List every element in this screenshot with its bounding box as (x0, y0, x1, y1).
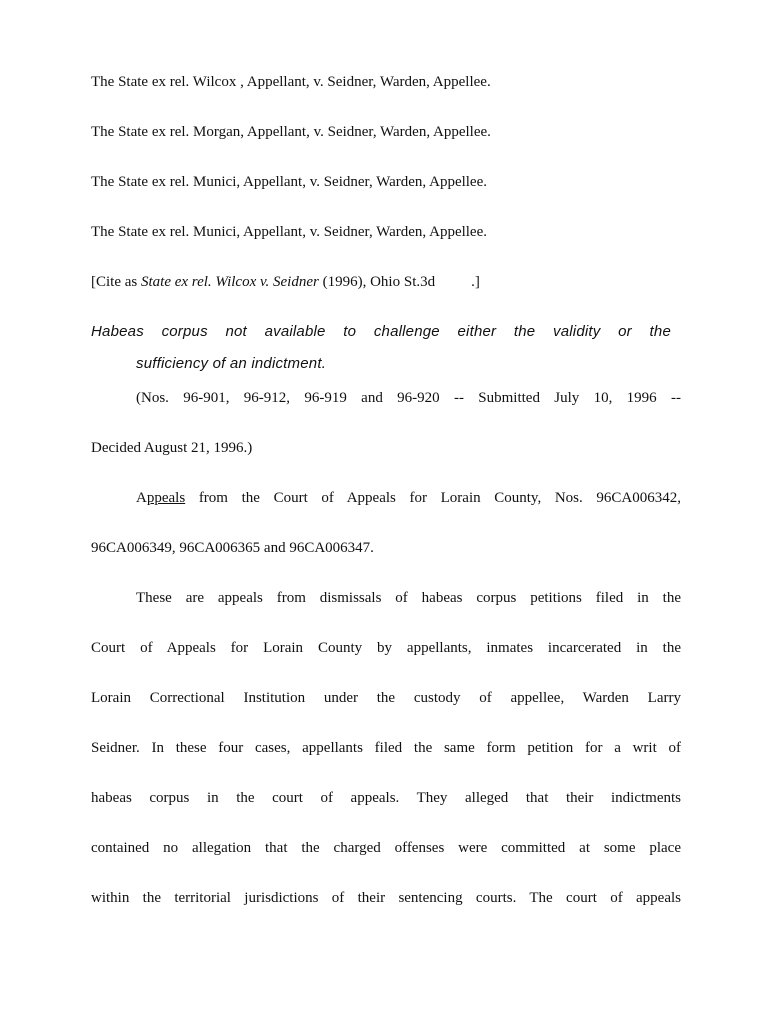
appeals-underlined-word: ppeals (146, 490, 186, 506)
cite-suffix: .] (471, 274, 480, 290)
body-line-5: habeas corpus in the court of appeals. They alleged that their indictments (91, 790, 681, 806)
body-line-4: Seidner. In these four cases, appellants filed the same form petition for a writ of (91, 740, 681, 756)
caption-line-wilcox: The State ex rel. Wilcox , Appellant, v. Seidner, Warden, Appellee. (91, 74, 491, 90)
cite-case-name: State ex rel. Wilcox v. Seidner (141, 274, 319, 290)
submission-line-1: (Nos. 96-901, 96-912, 96-919 and 96-920 -- Submitted July 10, 1996 -- (136, 390, 681, 406)
appeals-line-1-rest: from the Court of Appeals for Lorain County, Nos. 96CA006342, (185, 490, 681, 506)
appeals-line-2: 96CA006349, 96CA006365 and 96CA006347. (91, 540, 374, 556)
appeals-first-letter: A (136, 490, 147, 506)
body-line-3: Lorain Correctional Institution under the custody of appellee, Warden Larry (91, 690, 681, 706)
cite-line (91, 272, 480, 292)
body-line-7: within the territorial jurisdictions of their sentencing courts. The court of appeals (91, 890, 681, 906)
body-line-1: These are appeals from dismissals of habeas corpus petitions filed in the (136, 590, 681, 606)
appeals-line-1 (136, 488, 681, 508)
caption-line-munici-2: The State ex rel. Munici, Appellant, v. Seidner, Warden, Appellee. (91, 224, 487, 240)
syllabus-line-1: Habeas corpus not available to challenge either the validity or the (91, 323, 671, 340)
cite-year-reporter: (1996), Ohio St.3d (318, 274, 436, 290)
caption-line-morgan: The State ex rel. Morgan, Appellant, v. Seidner, Warden, Appellee. (91, 124, 491, 140)
body-line-2: Court of Appeals for Lorain County by appellants, inmates incarcerated in the (91, 640, 681, 656)
body-line-6: contained no allegation that the charged offenses were committed at some place (91, 840, 681, 856)
caption-line-munici-1: The State ex rel. Munici, Appellant, v. Seidner, Warden, Appellee. (91, 174, 487, 190)
submission-line-2: Decided August 21, 1996.) (91, 440, 253, 456)
cite-prefix: [Cite as (91, 274, 141, 290)
syllabus-line-2: sufficiency of an indictment. (136, 355, 327, 372)
